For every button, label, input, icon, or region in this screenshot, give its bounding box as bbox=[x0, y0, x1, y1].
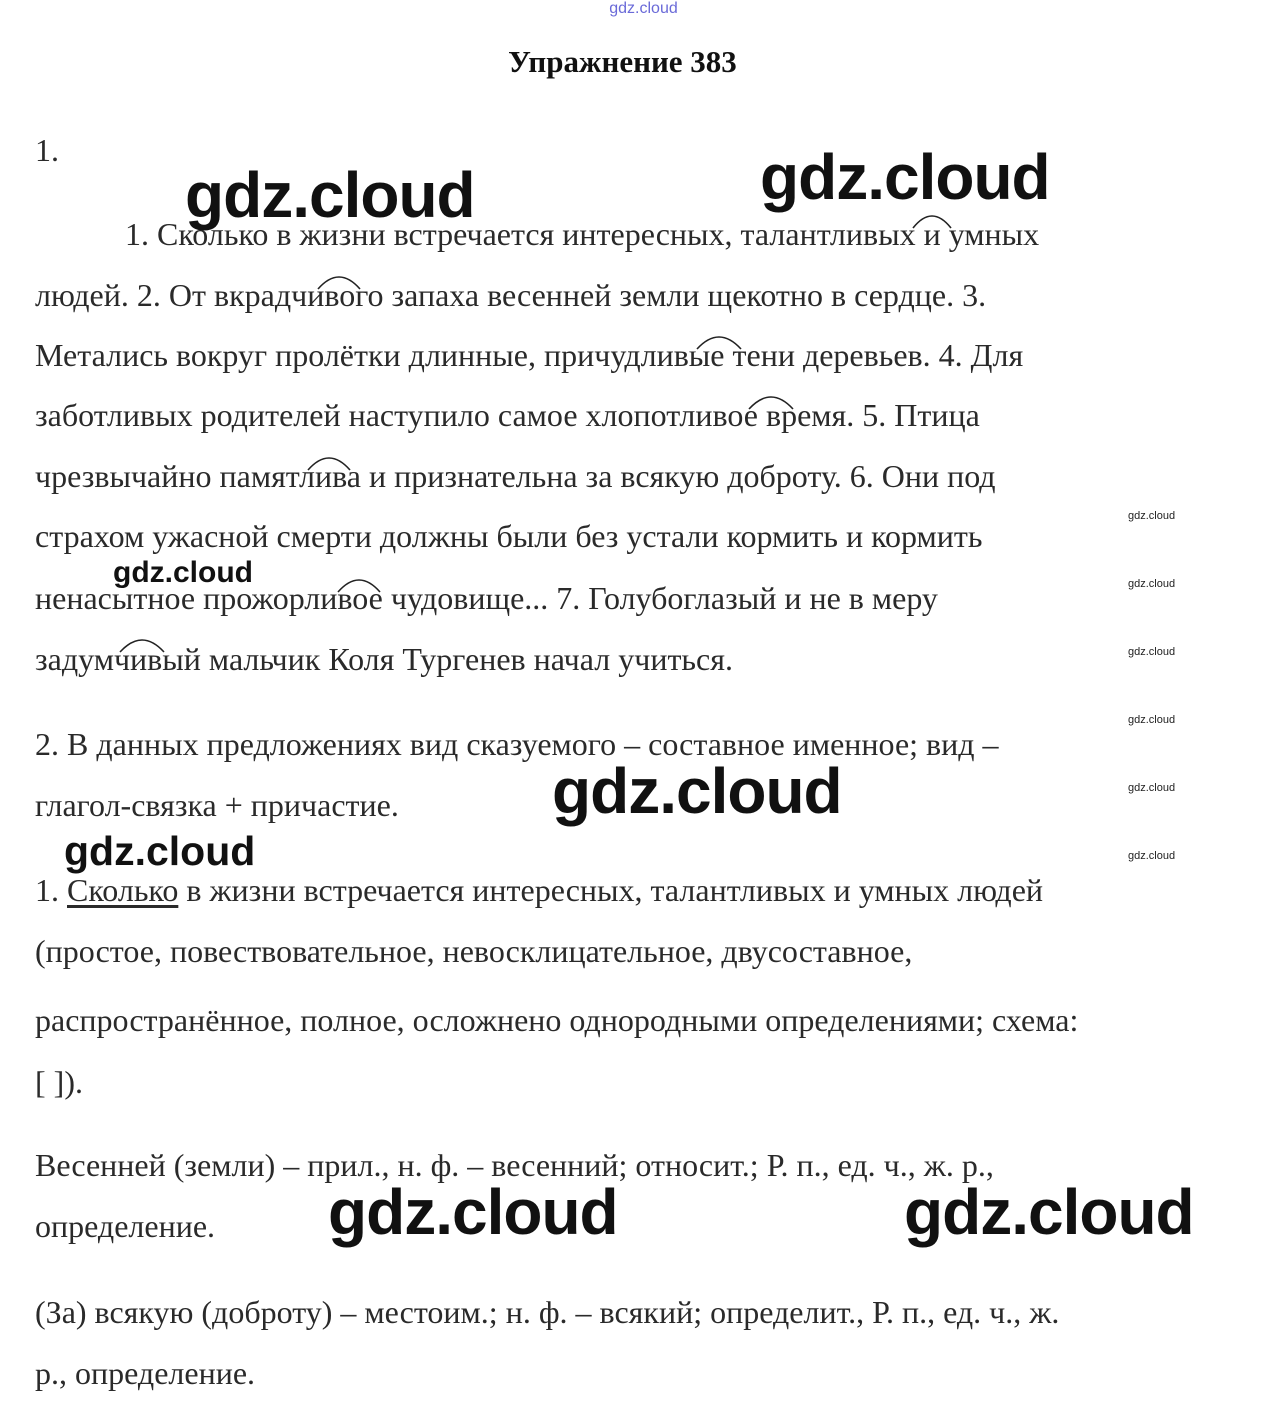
watermark-logo: gdz.cloud bbox=[904, 1176, 1194, 1248]
text-line-5: чрезвычайно памятлива и признательна за всякую доброту. 6. Они под bbox=[35, 458, 996, 494]
watermark-small: gdz.cloud bbox=[1128, 850, 1176, 862]
watermark-logo: gdz.cloud bbox=[113, 556, 253, 589]
text-line-7: ненасытное прожорливое чудовище... 7. Голубоглазый и не в меру bbox=[35, 580, 938, 616]
analysis-sentence-1 bbox=[35, 872, 1043, 909]
watermark-small: gdz.cloud bbox=[1128, 510, 1176, 522]
morph-line-4: р., определение. bbox=[35, 1355, 256, 1391]
sentence-rest: в жизни встречается интересных, талантливых и умных людей bbox=[178, 872, 1044, 908]
section-1-label: 1. bbox=[35, 132, 59, 168]
watermark-logo: gdz.cloud bbox=[328, 1176, 618, 1248]
text-line-4: заботливых родителей наступило самое хлопотливое время. 5. Птица bbox=[35, 397, 980, 433]
watermark-small: gdz.cloud bbox=[1128, 782, 1176, 794]
watermark-small: gdz.cloud bbox=[1128, 714, 1176, 726]
analysis-line-2: распространённое, полное, осложнено однородными определениями; схема: bbox=[35, 1002, 1079, 1038]
text-line-8: задумчивый мальчик Коля Тургенев начал учиться. bbox=[35, 641, 733, 677]
analysis-line-1: (простое, повествовательное, невосклицательное, двусоставное, bbox=[35, 933, 913, 969]
sentence-number: 1. bbox=[35, 872, 67, 908]
section-2-line-2: глагол-связка + причастие. bbox=[35, 787, 399, 823]
watermark-small: gdz.cloud bbox=[1128, 646, 1176, 658]
morph-line-2: определение. bbox=[35, 1208, 216, 1244]
text-line-6: страхом ужасной смерти должны были без устали кормить и кормить bbox=[35, 518, 983, 554]
section-2-line-1: 2. В данных предложениях вид сказуемого – составное именное; вид – bbox=[35, 726, 999, 762]
top-watermark: gdz.cloud bbox=[609, 0, 678, 17]
predicate-underlined: Сколько bbox=[67, 872, 179, 908]
text-line-2: людей. 2. От вкрадчивого запаха весенней земли щекотно в сердце. 3. bbox=[35, 277, 987, 313]
morph-line-1: Весенней (земли) – прил., н. ф. – весенний; относит.; Р. п., ед. ч., ж. р., bbox=[35, 1147, 994, 1183]
watermark-logo: gdz.cloud bbox=[552, 755, 842, 827]
text-line-1: 1. Сколько в жизни встречается интересных, талантливых и умных bbox=[125, 216, 1040, 252]
text-line-3: Метались вокруг пролётки длинные, причудливые тени деревьев. 4. Для bbox=[35, 337, 1024, 373]
watermark-small: gdz.cloud bbox=[1128, 578, 1176, 590]
watermark-logo: gdz.cloud bbox=[760, 141, 1050, 213]
page-title: Упражнение 383 bbox=[508, 44, 737, 79]
morph-line-3: (За) всякую (доброту) – местоим.; н. ф. – всякий; определит., Р. п., ед. ч., ж. bbox=[35, 1294, 1060, 1330]
watermark-logo: gdz.cloud bbox=[185, 159, 475, 231]
watermark-logo: gdz.cloud bbox=[64, 828, 256, 874]
scheme-brackets: [ ]). bbox=[35, 1064, 83, 1100]
